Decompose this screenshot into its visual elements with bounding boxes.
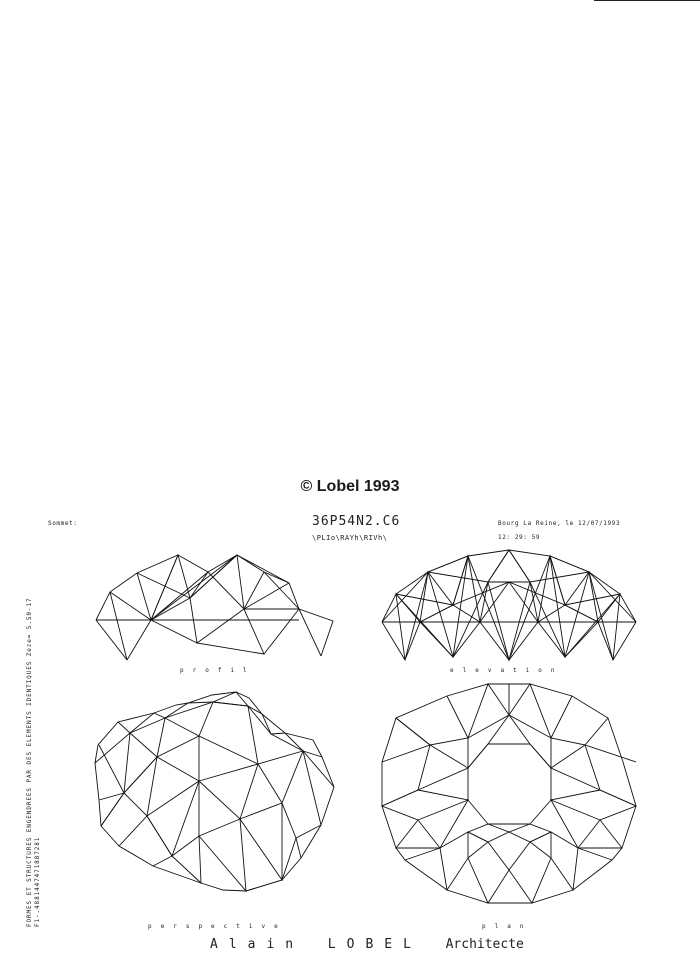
top-edge-rule [594,0,700,1]
file-path: \PLIo\RAYh\RIVh\ [312,534,388,542]
side-caption-line2: F1-.4881447471887281 [34,836,41,927]
architect-last-name: LOBEL [327,937,422,952]
place-date: Bourg La Reine, le 12/07/1993 [498,520,621,527]
architect-signature [210,937,690,952]
profil-view-wireframe [96,555,333,660]
label-perspective: perspective [148,923,287,930]
perspective-view-wireframe [95,692,334,891]
plan-view-wireframe [382,684,636,903]
label-profil: profil [180,667,256,674]
architect-first-name: Alain [210,937,305,952]
label-elevation: elevation [450,667,564,674]
copyright-notice: © Lobel 1993 [300,478,400,495]
elevation-view-wireframe [382,550,636,660]
label-plan: plan [482,923,533,930]
side-caption-line1: FORMES ET STRUCTURES ENGENDREES PAR DES ELEMENTS IDENTIQUES Zeze= 5.50-17 [26,597,33,927]
drawing-code: 36P54N2.C6 [312,514,401,529]
time-stamp: 12: 29: 59 [498,534,541,541]
sommet-label: Sommet: [48,520,78,527]
dome-drawings [0,505,700,962]
drawing-sheet [0,505,700,962]
architect-role: Architecte [445,937,524,952]
